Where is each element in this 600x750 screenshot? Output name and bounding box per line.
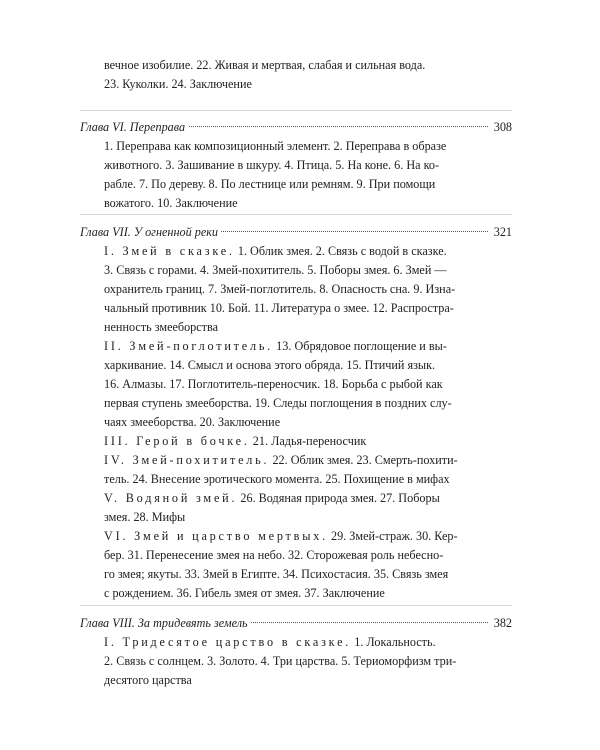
page-number: 382 (492, 613, 512, 633)
text-line: V. Водяной змей. 26. Водяная природа змея. 27. Поборы (104, 491, 440, 505)
text-line: с рождением. 36. Гибель змея от змея. 37. Заключение (104, 586, 385, 600)
text-line: первая ступень змееборства. 19. Следы поглощения в поздних слу- (104, 396, 452, 410)
text-line: чаях змееборства. 20. Заключение (104, 415, 281, 429)
text-line: 16. Алмазы. 17. Поглотитель-переносчик. 18. Борьба с рыбой как (104, 377, 443, 391)
text-line: 1. Переправа как композиционный элемент. 2. Переправа в образе (104, 139, 447, 153)
page-number: 308 (492, 117, 512, 137)
subsection-label: I. Тридесятое царство в сказке. (104, 635, 352, 649)
text-line: 2. Связь с солнцем. 3. Золото. 4. Три царства. 5. Териоморфизм три- (104, 654, 457, 668)
chapter6-contents (104, 137, 476, 213)
subsection-label: I. Змей в сказке. (104, 244, 235, 258)
toc-entry-chapter-8[interactable] (80, 613, 512, 633)
chapter5-continuation (104, 56, 476, 94)
text-line: вечное изобилие. 22. Живая и мертвая, слабая и сильная вода. (104, 58, 426, 72)
subsection-2 (104, 337, 476, 432)
text-line: III. Герой в бочке. 21. Ладья-переносчик (104, 434, 367, 448)
toc-entry-chapter-7[interactable] (80, 222, 512, 242)
text-line: десятого царства (104, 673, 192, 687)
text-line: 23. Куколки. 24. Заключение (104, 77, 252, 91)
subsection-label: II. Змей-поглотитель. (104, 339, 274, 353)
chapter-title: Глава VII. У огненной реки (80, 222, 221, 242)
text-line: ненность змееборства (104, 320, 219, 334)
subsection-label: III. Герой в бочке. (104, 434, 250, 448)
subsection-6 (104, 527, 476, 603)
subsection-3 (104, 432, 476, 451)
subsection-label: IV. Змей-похититель. (104, 453, 270, 467)
subsection-label: VI. Змей и царство мертвых. (104, 529, 328, 543)
subsection-label: V. Водяной змей. (104, 491, 238, 505)
text-line: го змея; якуты. 33. Змей в Египте. 34. Психостасия. 35. Связь змея (104, 567, 449, 581)
text-line: 3. Связь с горами. 4. Змей-похититель. 5. Поборы змея. 6. Змей — (104, 263, 447, 277)
subsection-5 (104, 489, 476, 527)
subsection-1 (104, 633, 476, 690)
text-line: VI. Змей и царство мертвых. 29. Змей-страж. 30. Кер- (104, 529, 458, 543)
text-line: охранитель границ. 7. Змей-поглотитель. 8. Опасность сна. 9. Изна- (104, 282, 456, 296)
text-line: харкивание. 14. Смысл и основа этого обряда. 15. Птичий язык. (104, 358, 436, 372)
text-line: чальный противник 10. Бой. 11. Литература о змее. 12. Распростра- (104, 301, 454, 315)
chapter-title: Глава VI. Переправа (80, 117, 188, 137)
text-line: I. Змей в сказке. 1. Облик змея. 2. Связь с водой в сказке. (104, 244, 447, 258)
text-line: животного. 3. Зашивание в шкуру. 4. Птица. 5. На коне. 6. На ко- (104, 158, 440, 172)
toc-entry-chapter-6[interactable] (80, 117, 512, 137)
subsection-4 (104, 451, 476, 489)
text-line: змея. 28. Мифы (104, 510, 186, 524)
section-divider (80, 214, 512, 215)
text-line: II. Змей-поглотитель. 13. Обрядовое поглощение и вы- (104, 339, 447, 353)
text-line: I. Тридесятое царство в сказке. 1. Локальность. (104, 635, 436, 649)
subsection-1 (104, 242, 476, 337)
chapter8-contents (104, 633, 476, 690)
text-line: рабле. 7. По дереву. 8. По лестнице или ремням. 9. При помощи (104, 177, 436, 191)
text-line: бер. 31. Перенесение змея на небо. 32. Сторожевая роль небесно- (104, 548, 444, 562)
section-divider (80, 605, 512, 606)
page-number: 321 (492, 222, 512, 242)
section-divider (80, 110, 512, 111)
text-line: IV. Змей-похититель. 22. Облик змея. 23. Смерть-похити- (104, 453, 458, 467)
chapter-title: Глава VIII. За тридевять земель (80, 613, 251, 633)
chapter7-contents (104, 242, 476, 603)
text-line: тель. 24. Внесение эротического момента. 25. Похищение в мифах (104, 472, 450, 486)
text-line: вожатого. 10. Заключение (104, 196, 238, 210)
